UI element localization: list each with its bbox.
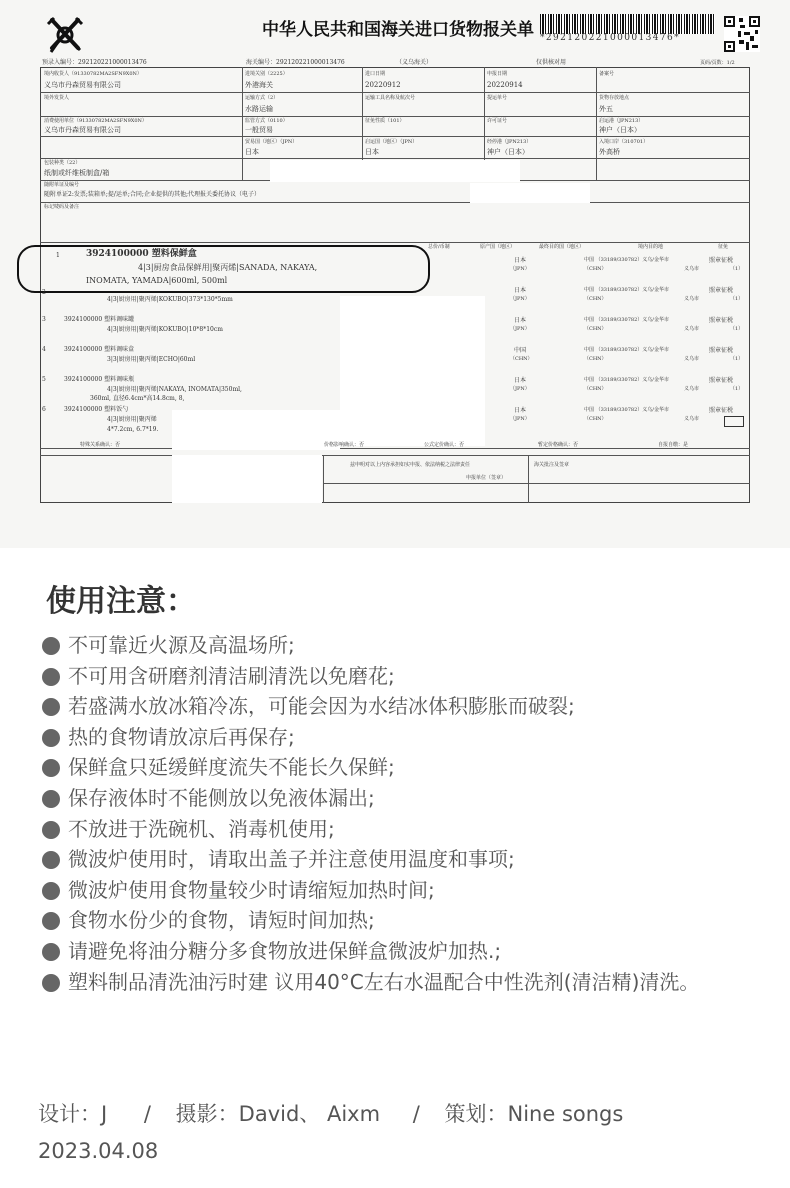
supervision: 一般贸易 [245, 126, 273, 134]
list-item: 请避免将油分糖分多食物放进保鲜盒微波炉加热.; [42, 936, 782, 967]
barcode [540, 14, 715, 34]
list-item: 微波炉使用食物量较少时请缩短加热时间; [42, 875, 782, 906]
item-origin-code: （JPN） [510, 386, 530, 392]
transit-port: 神户（日本） [487, 148, 529, 156]
notes-title: 使用注意： [46, 584, 196, 619]
item-origin-code: （JPN） [510, 416, 530, 422]
item-levy-code: （1） [730, 386, 744, 392]
storage: 外五 [599, 105, 613, 113]
item-name: 3924100000 塑料饭勺 [64, 406, 129, 413]
item-dest-code: （CHN） [584, 416, 607, 422]
item-levy: 照章征税 [709, 257, 734, 264]
item-domestic: 义乌市 [684, 416, 700, 422]
bullet-icon [42, 698, 60, 716]
item-spec: 4|3|厨房用|聚丙烯|NAKAYA, INOMATA|350ml, [107, 386, 242, 393]
item-no: 5 [42, 376, 46, 383]
docs-label: 随附单证及编号 [44, 182, 80, 188]
item-spec: 4|3|厨房食品保鲜用|聚丙烯|SANADA, NAKAYA, [138, 263, 318, 272]
list-item: 塑料制品清洗油污时建 议用40°C左右水温配合中性洗剂(清洁精)清洗。 [42, 967, 782, 998]
item-dest-code: （CHN） [584, 266, 607, 272]
bullet-icon [42, 821, 60, 839]
item-origin: 日本 [514, 377, 527, 384]
item-dest: 中国 （33189/330782）义乌/金华市 [584, 377, 669, 383]
list-item: 不放进于洗碗机、消毒机使用; [42, 814, 782, 845]
item-no: 2 [42, 289, 46, 296]
item-dest: 中国 （33189/330782）义乌/金华市 [584, 287, 669, 293]
customs-port: （义乌海关） [396, 59, 433, 66]
credit-plan: 策划：Nine songs [444, 1102, 624, 1126]
consignee-label: 境内收货人（91330782MA2SFN9X0N） [44, 71, 142, 77]
bullet-icon [42, 943, 60, 961]
column-levy: 征免 [718, 244, 729, 250]
item-origin-code: （JPN） [510, 266, 530, 272]
item-levy: 照章征税 [709, 287, 734, 294]
item-levy: 照章征税 [709, 317, 734, 324]
package: 纸制或纤维板制盒/箱 [44, 169, 110, 177]
redacted-area [270, 160, 520, 182]
tentative-price: 暂定价格确认：否 [538, 442, 579, 448]
bullet-icon [42, 882, 60, 900]
customs-note: 海关批注及签章 [534, 462, 570, 468]
pre-entry-number: 预录入编号：292120221000013476 [42, 59, 147, 66]
overseas-shipper-label: 境外发货人 [44, 95, 70, 101]
item-name: 3924100000 塑料调味盒 [64, 346, 135, 353]
conveyance-label: 运输工具名称及航次号 [365, 95, 416, 101]
item-levy-code: （1） [730, 266, 744, 272]
item-origin: 中国 [514, 347, 527, 354]
redacted-area [172, 410, 340, 450]
customs-number: 海关编号：292120221000013476 [246, 59, 345, 66]
column-tax-fragment: 总价/币制 [428, 244, 450, 250]
column-dest: 最终目的国（地区） [539, 244, 585, 250]
verify-only: 仅供核对用 [536, 59, 567, 66]
price-influence: 价格影响确认：否 [324, 442, 365, 448]
declare-date: 20220914 [487, 81, 523, 89]
customs-declaration-document [0, 0, 790, 548]
redacted-area [172, 455, 322, 503]
document-title: 中华人民共和国海关进口货物报关单 [262, 20, 534, 40]
list-item: 微波炉使用时，请取出盖子并注意使用温度和事项; [42, 844, 782, 875]
item-no: 6 [42, 406, 46, 413]
origin-country: 日本 [365, 148, 379, 156]
list-item: 热的食物请放凉后再保存; [42, 722, 782, 753]
column-domestic: 境内目的地 [638, 244, 664, 250]
origin-country-label: 启运国（地区）（JPN） [365, 139, 418, 145]
item-origin: 日本 [514, 317, 527, 324]
supervision-label: 监管方式（0110） [245, 118, 288, 124]
user-unit-label: 消费使用单位（91330782MA2SFN9X0N） [44, 118, 147, 124]
credits [38, 1098, 623, 1128]
redacted-area [470, 183, 590, 203]
item-spec: 4|3|厨房用|聚丙烯|KOKUBO|10*8*10cm [107, 326, 223, 333]
item-domestic: 义乌市 [684, 326, 700, 332]
bullet-icon [42, 851, 60, 869]
bullet-icon [42, 790, 60, 808]
item-dest: 中国 （33189/330782）义乌/金华市 [584, 347, 669, 353]
item-dest-code: （CHN） [584, 326, 607, 332]
bullet-icon [42, 668, 60, 686]
item-dest-code: （CHN） [584, 386, 607, 392]
item-dest: 中国 （33189/330782）义乌/金华市 [584, 407, 669, 413]
user-unit: 义乌市丹森贸易有限公司 [44, 126, 121, 134]
import-date-label: 进口日期 [365, 71, 386, 77]
entry-customs-label: 进境关别（2225） [245, 71, 288, 77]
item-dest: 中国 （33189/330782）义乌/金华市 [584, 257, 669, 263]
page-count: 页码/页数：1/2 [700, 60, 735, 66]
credit-separator: / [412, 1102, 420, 1126]
departure-port: 神户（日本） [599, 126, 641, 134]
item-spec-cont: 4*7.2cm, 6.7*19. [107, 426, 159, 433]
list-item: 保存液体时不能侧放以免液体漏出; [42, 783, 782, 814]
marks-label: 标记唛码及备注 [44, 204, 80, 210]
transport-mode-label: 运输方式（2） [245, 95, 279, 101]
credit-design: 设计：J [38, 1102, 108, 1126]
transport-mode: 水路运输 [245, 105, 273, 113]
entry-customs: 外港海关 [245, 81, 273, 89]
import-date: 20220912 [365, 81, 401, 89]
item-origin: 日本 [514, 257, 527, 264]
item-no: 4 [42, 346, 46, 353]
item-dest: 中国 （33189/330782）义乌/金华市 [584, 317, 669, 323]
item-origin-code: （JPN） [510, 296, 530, 302]
item-origin: 日本 [514, 407, 527, 414]
package-label: 包装种类（22） [44, 160, 81, 166]
item-levy-code: （1） [730, 296, 744, 302]
checkbox-mark [724, 416, 744, 427]
license-label: 许可证号 [487, 118, 508, 124]
item-name: 3924100000 塑料调味罐 [64, 316, 135, 323]
item-origin: 日本 [514, 287, 527, 294]
bullet-icon [42, 637, 60, 655]
bill-no-label: 提运单号 [487, 95, 508, 101]
item-levy-code: （1） [730, 356, 744, 362]
list-item: 食物水份少的食物，请短时间加热; [42, 905, 782, 936]
trade-country: 日本 [245, 148, 259, 156]
item-domestic: 义乌市 [684, 386, 700, 392]
redacted-area [340, 296, 485, 446]
levy-label: 征免性质（101） [365, 118, 405, 124]
self-pay: 自报自缴：是 [658, 442, 689, 448]
docs: 随附单证2:发票;装箱单;提/运单;合同;企业提供的其他;代理报关委托协议（电子） [44, 191, 260, 198]
item-domestic: 义乌市 [684, 296, 700, 302]
entry-port: 外高桥 [599, 148, 620, 156]
declaration-statement: 兹申明对以上内容承担如实申报、依法纳税之法律责任 [350, 462, 471, 468]
declare-date-label: 申报日期 [487, 71, 508, 77]
trade-country-label: 贸易国（地区）（JPN） [245, 139, 298, 145]
item-domestic: 义乌市 [684, 356, 700, 362]
bullet-icon [42, 912, 60, 930]
transit-port-label: 经停港（JPN213） [487, 139, 532, 145]
storage-label: 货物存放地点 [599, 95, 630, 101]
item-spec: 3|3|厨房用|聚丙烯|ECHO|60ml [107, 356, 196, 363]
item-levy-code: （1） [730, 326, 744, 332]
item-spec: 4|3|厨房用|聚丙烯 [107, 416, 157, 423]
highlight-circle [17, 245, 430, 293]
customs-emblem-icon [44, 14, 86, 56]
item-spec-cont: 360ml, 直径6.4cm*高14.8cm, 8, [90, 395, 185, 402]
credit-separator: / [143, 1102, 151, 1126]
item-name: 3924100000 塑料保鲜盒 [86, 249, 197, 259]
declarant-unit: 申报单位（签章） [466, 475, 507, 481]
item-origin-code: （CHN） [510, 356, 533, 362]
bullet-icon [42, 759, 60, 777]
list-item: 保鲜盒只延缓鲜度流失不能长久保鲜; [42, 752, 782, 783]
column-origin: 原产国（地区） [480, 244, 516, 250]
item-name: 3924100000 塑料调味瓶 [64, 376, 135, 383]
notes-list [42, 630, 782, 997]
item-domestic: 义乌市 [684, 266, 700, 272]
bullet-icon [42, 974, 60, 992]
consignee: 义乌市丹森贸易有限公司 [44, 81, 121, 89]
record-no-label: 备案号 [599, 71, 615, 77]
list-item: 不可用含研磨剂清洁刷清洗以免磨花; [42, 661, 782, 692]
item-levy: 照章征税 [709, 407, 734, 414]
bullet-icon [42, 729, 60, 747]
list-item: 若盛满水放冰箱冷冻，可能会因为水结冰体积膨胀而破裂; [42, 691, 782, 722]
item-dest-code: （CHN） [584, 356, 607, 362]
item-no: 1 [56, 252, 60, 259]
item-spec-cont: INOMATA, YAMADA|600ml, 500ml [86, 276, 228, 285]
special-relation: 特殊关系确认：否 [80, 442, 121, 448]
barcode-text: *292120221000013476* [540, 33, 681, 43]
item-levy: 照章征税 [709, 377, 734, 384]
fee-confirm: 公式定价确认：否 [424, 442, 465, 448]
item-levy: 照章征税 [709, 347, 734, 354]
item-origin-code: （JPN） [510, 326, 530, 332]
publish-date: 2023.04.08 [38, 1139, 159, 1163]
list-item: 不可靠近火源及高温场所; [42, 630, 782, 661]
credit-photo: 摄影：David、 Aixm [175, 1102, 381, 1126]
entry-port-label: 入境口岸（310701） [599, 139, 649, 145]
item-spec: 4|3|厨房用|聚丙烯|KOKUBO|373*130*5mm [107, 296, 233, 303]
qr-code-icon [724, 16, 760, 52]
item-no: 3 [42, 316, 46, 323]
departure-port-label: 启运港（JPN213） [599, 118, 644, 124]
item-dest-code: （CHN） [584, 296, 607, 302]
